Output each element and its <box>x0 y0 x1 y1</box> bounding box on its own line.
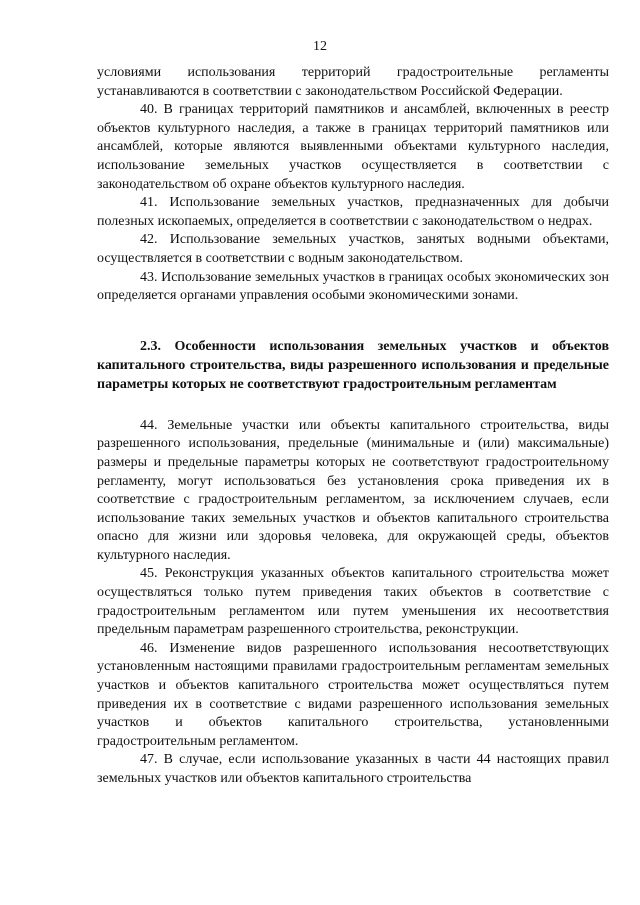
paragraph-40: 40. В границах территорий памятников и ансамблей, включенных в реестр объектов культурного наследия, а также в границах территорий памятников или ансамблей, которые являются выявленными объектами культурного наследия, использование земельных участков осуществляется в соответствии с законодательством об охране объектов культурного наследия. <box>97 102 609 192</box>
paragraph-43: 43. Использование земельных участков в границах особых экономических зон определяется органами управления особыми экономическими зонами. <box>97 269 609 304</box>
document-body <box>97 64 609 789</box>
paragraph-47: 47. В случае, если использование указанных в части 44 настоящих правил земельных участков или объектов капитального строительства <box>97 752 609 786</box>
section-heading: 2.3. Особенности использования земельных участков и объектов капитального строительства, виды разрешенного использования и предельные параметры которых не соответствуют градостроительным регламентам <box>97 338 609 392</box>
paragraph-continuation: условиями использования территорий градостроительные регламенты устанавливаются в соответствии с законодательством Российской Федерации. <box>97 65 609 99</box>
paragraph-46: 46. Изменение видов разрешенного использования несоответствующих установленным настоящими правилами градостроительным регламентам земельных участков и объектов капитального строительства может осуществляться путем приведения их в соответствие с видами разрешенного использования земельных участков и объектов капитального строительства, установленными градостроительным регламентом. <box>97 640 609 749</box>
page-number: 12 <box>313 39 327 54</box>
paragraph-44: 44. Земельные участки или объекты капитального строительства, виды разрешенного использования, предельные (минимальные и (или) максимальные) размеры и предельные параметры которых не соответствуют градостроительному регламенту, могут использоваться без установления срока приведения их в соответствие с градостроительным регламентом, за исключением случаев, если использование таких земельных участков и объектов капитального строительства опасно для жизни или здоровья человека, для окружающей среды, объектов культурного наследия. <box>97 417 609 563</box>
paragraph-41: 41. Использование земельных участков, предназначенных для добычи полезных ископаемых, определяется в соответствии с законодательством о недрах. <box>97 195 609 229</box>
paragraph-42: 42. Использование земельных участков, занятых водными объектами, осуществляется в соответствии с водным законодательством. <box>97 232 609 266</box>
paragraph-45: 45. Реконструкция указанных объектов капитального строительства может осуществляться только путем приведения таких объектов в соответствие с градостроительным регламентом или путем уменьшения их несоответствия предельным параметрам разрешенного строительства, реконструкции. <box>97 566 609 638</box>
